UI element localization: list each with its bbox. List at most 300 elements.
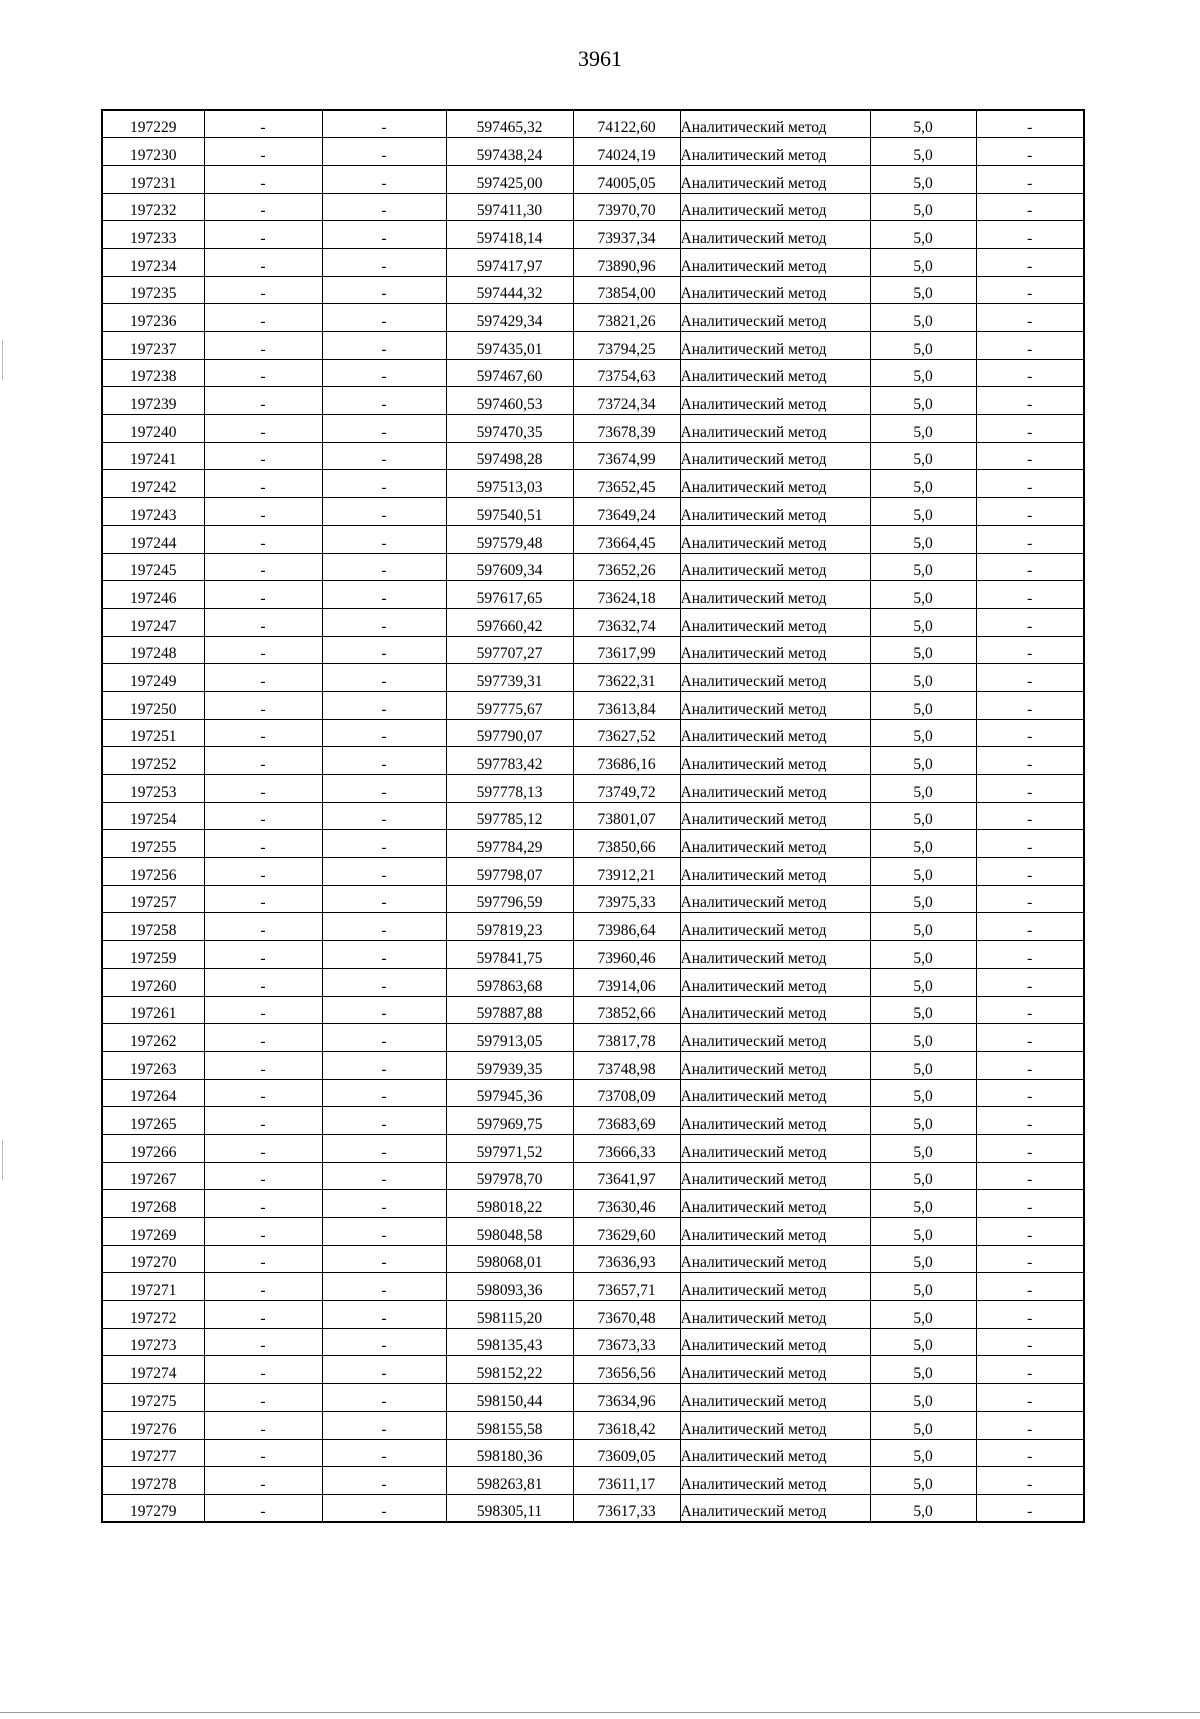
table-row [102,747,1084,775]
method-cell: Аналитический метод [680,691,870,719]
table-row [102,1301,1084,1329]
empty-cell: - [204,581,322,609]
empty-cell: - [204,941,322,969]
y-coordinate-cell: 73683,69 [573,1107,680,1135]
point-number-cell: 197236 [102,304,204,332]
x-coordinate-cell: 597660,42 [446,608,573,636]
table-row [102,138,1084,166]
table-row [102,470,1084,498]
empty-cell: - [976,996,1084,1024]
table-row [102,1218,1084,1246]
x-coordinate-cell: 597540,51 [446,498,573,526]
accuracy-cell: 5,0 [870,1079,976,1107]
accuracy-cell: 5,0 [870,221,976,249]
accuracy-cell: 5,0 [870,1273,976,1301]
method-cell: Аналитический метод [680,304,870,332]
accuracy-cell: 5,0 [870,581,976,609]
empty-cell: - [976,802,1084,830]
x-coordinate-cell: 597819,23 [446,913,573,941]
empty-cell: - [976,1245,1084,1273]
x-coordinate-cell: 597978,70 [446,1162,573,1190]
point-number-cell: 197256 [102,858,204,886]
point-number-cell: 197229 [102,110,204,138]
method-cell: Аналитический метод [680,1356,870,1384]
method-cell: Аналитический метод [680,996,870,1024]
y-coordinate-cell: 73708,09 [573,1079,680,1107]
empty-cell: - [976,664,1084,692]
method-cell: Аналитический метод [680,276,870,304]
y-coordinate-cell: 73852,66 [573,996,680,1024]
table-row [102,387,1084,415]
method-cell: Аналитический метод [680,968,870,996]
empty-cell: - [204,276,322,304]
y-coordinate-cell: 73664,45 [573,525,680,553]
empty-cell: - [204,1494,322,1522]
accuracy-cell: 5,0 [870,498,976,526]
point-number-cell: 197234 [102,248,204,276]
empty-cell: - [976,553,1084,581]
table-row [102,1245,1084,1273]
method-cell: Аналитический метод [680,1107,870,1135]
x-coordinate-cell: 597971,52 [446,1134,573,1162]
y-coordinate-cell: 73960,46 [573,941,680,969]
empty-cell: - [204,858,322,886]
empty-cell: - [322,110,446,138]
empty-cell: - [322,1162,446,1190]
y-coordinate-cell: 73975,33 [573,885,680,913]
method-cell: Аналитический метод [680,1162,870,1190]
y-coordinate-cell: 73611,17 [573,1467,680,1495]
empty-cell: - [976,1024,1084,1052]
accuracy-cell: 5,0 [870,248,976,276]
empty-cell: - [204,691,322,719]
point-number-cell: 197273 [102,1328,204,1356]
empty-cell: - [976,608,1084,636]
x-coordinate-cell: 597784,29 [446,830,573,858]
empty-cell: - [204,664,322,692]
method-cell: Аналитический метод [680,1273,870,1301]
accuracy-cell: 5,0 [870,415,976,443]
table-row [102,415,1084,443]
accuracy-cell: 5,0 [870,1051,976,1079]
empty-cell: - [976,165,1084,193]
table-row [102,276,1084,304]
empty-cell: - [976,332,1084,360]
x-coordinate-cell: 597775,67 [446,691,573,719]
y-coordinate-cell: 73666,33 [573,1134,680,1162]
accuracy-cell: 5,0 [870,276,976,304]
empty-cell: - [322,1273,446,1301]
empty-cell: - [322,1301,446,1329]
x-coordinate-cell: 597939,35 [446,1051,573,1079]
empty-cell: - [322,1356,446,1384]
table-row [102,1190,1084,1218]
empty-cell: - [976,691,1084,719]
point-number-cell: 197266 [102,1134,204,1162]
table-row [102,332,1084,360]
point-number-cell: 197246 [102,581,204,609]
method-cell: Аналитический метод [680,553,870,581]
scan-margin-mark [2,340,3,380]
empty-cell: - [204,775,322,803]
accuracy-cell: 5,0 [870,691,976,719]
y-coordinate-cell: 73794,25 [573,332,680,360]
table-row [102,1162,1084,1190]
table-row [102,691,1084,719]
x-coordinate-cell: 597790,07 [446,719,573,747]
method-cell: Аналитический метод [680,636,870,664]
x-coordinate-cell: 597513,03 [446,470,573,498]
x-coordinate-cell: 597783,42 [446,747,573,775]
empty-cell: - [976,193,1084,221]
accuracy-cell: 5,0 [870,359,976,387]
method-cell: Аналитический метод [680,830,870,858]
table-row [102,553,1084,581]
empty-cell: - [204,830,322,858]
table-row [102,165,1084,193]
method-cell: Аналитический метод [680,1218,870,1246]
table-row [102,1328,1084,1356]
empty-cell: - [322,193,446,221]
empty-cell: - [204,304,322,332]
y-coordinate-cell: 73821,26 [573,304,680,332]
point-number-cell: 197237 [102,332,204,360]
x-coordinate-cell: 597796,59 [446,885,573,913]
empty-cell: - [976,498,1084,526]
table-row [102,221,1084,249]
method-cell: Аналитический метод [680,442,870,470]
empty-cell: - [204,1218,322,1246]
table-row [102,802,1084,830]
empty-cell: - [204,1190,322,1218]
empty-cell: - [976,747,1084,775]
y-coordinate-cell: 74005,05 [573,165,680,193]
empty-cell: - [976,1467,1084,1495]
method-cell: Аналитический метод [680,747,870,775]
y-coordinate-cell: 73970,70 [573,193,680,221]
x-coordinate-cell: 598150,44 [446,1384,573,1412]
y-coordinate-cell: 73636,93 [573,1245,680,1273]
empty-cell: - [204,165,322,193]
empty-cell: - [976,138,1084,166]
empty-cell: - [976,1328,1084,1356]
method-cell: Аналитический метод [680,885,870,913]
accuracy-cell: 5,0 [870,1162,976,1190]
empty-cell: - [204,1467,322,1495]
table-row [102,442,1084,470]
empty-cell: - [322,1218,446,1246]
empty-cell: - [322,719,446,747]
x-coordinate-cell: 597609,34 [446,553,573,581]
empty-cell: - [204,802,322,830]
x-coordinate-cell: 597969,75 [446,1107,573,1135]
point-number-cell: 197241 [102,442,204,470]
table-row [102,248,1084,276]
accuracy-cell: 5,0 [870,719,976,747]
empty-cell: - [204,221,322,249]
empty-cell: - [322,802,446,830]
accuracy-cell: 5,0 [870,858,976,886]
empty-cell: - [204,498,322,526]
accuracy-cell: 5,0 [870,608,976,636]
x-coordinate-cell: 597465,32 [446,110,573,138]
accuracy-cell: 5,0 [870,110,976,138]
method-cell: Аналитический метод [680,387,870,415]
y-coordinate-cell: 73854,00 [573,276,680,304]
accuracy-cell: 5,0 [870,1411,976,1439]
empty-cell: - [204,996,322,1024]
empty-cell: - [976,1107,1084,1135]
table-row [102,498,1084,526]
point-number-cell: 197230 [102,138,204,166]
empty-cell: - [976,719,1084,747]
method-cell: Аналитический метод [680,248,870,276]
y-coordinate-cell: 73641,97 [573,1162,680,1190]
y-coordinate-cell: 73912,21 [573,858,680,886]
point-number-cell: 197248 [102,636,204,664]
method-cell: Аналитический метод [680,1467,870,1495]
x-coordinate-cell: 597913,05 [446,1024,573,1052]
empty-cell: - [976,941,1084,969]
empty-cell: - [976,221,1084,249]
empty-cell: - [976,581,1084,609]
point-number-cell: 197278 [102,1467,204,1495]
x-coordinate-cell: 597425,00 [446,165,573,193]
method-cell: Аналитический метод [680,719,870,747]
empty-cell: - [976,387,1084,415]
method-cell: Аналитический метод [680,802,870,830]
empty-cell: - [322,415,446,443]
empty-cell: - [976,913,1084,941]
empty-cell: - [204,1301,322,1329]
empty-cell: - [204,359,322,387]
point-number-cell: 197253 [102,775,204,803]
point-number-cell: 197238 [102,359,204,387]
x-coordinate-cell: 597945,36 [446,1079,573,1107]
point-number-cell: 197243 [102,498,204,526]
empty-cell: - [322,553,446,581]
accuracy-cell: 5,0 [870,553,976,581]
empty-cell: - [322,1051,446,1079]
empty-cell: - [322,608,446,636]
table-row [102,913,1084,941]
empty-cell: - [976,1273,1084,1301]
empty-cell: - [322,691,446,719]
empty-cell: - [322,747,446,775]
y-coordinate-cell: 73627,52 [573,719,680,747]
method-cell: Аналитический метод [680,775,870,803]
empty-cell: - [322,1467,446,1495]
x-coordinate-cell: 597438,24 [446,138,573,166]
x-coordinate-cell: 597707,27 [446,636,573,664]
table-row [102,1107,1084,1135]
empty-cell: - [322,359,446,387]
y-coordinate-cell: 73748,98 [573,1051,680,1079]
method-cell: Аналитический метод [680,415,870,443]
accuracy-cell: 5,0 [870,885,976,913]
point-number-cell: 197231 [102,165,204,193]
accuracy-cell: 5,0 [870,1301,976,1329]
x-coordinate-cell: 598305,11 [446,1494,573,1522]
empty-cell: - [204,248,322,276]
point-number-cell: 197258 [102,913,204,941]
point-number-cell: 197251 [102,719,204,747]
empty-cell: - [976,110,1084,138]
method-cell: Аналитический метод [680,1301,870,1329]
point-number-cell: 197267 [102,1162,204,1190]
empty-cell: - [204,1024,322,1052]
empty-cell: - [204,1384,322,1412]
table-row [102,1411,1084,1439]
method-cell: Аналитический метод [680,332,870,360]
accuracy-cell: 5,0 [870,332,976,360]
empty-cell: - [322,996,446,1024]
point-number-cell: 197275 [102,1384,204,1412]
empty-cell: - [204,1134,322,1162]
y-coordinate-cell: 73986,64 [573,913,680,941]
method-cell: Аналитический метод [680,1134,870,1162]
accuracy-cell: 5,0 [870,304,976,332]
point-number-cell: 197232 [102,193,204,221]
y-coordinate-cell: 73754,63 [573,359,680,387]
empty-cell: - [322,1024,446,1052]
x-coordinate-cell: 598048,58 [446,1218,573,1246]
empty-cell: - [204,968,322,996]
table-row [102,1494,1084,1522]
x-coordinate-cell: 598152,22 [446,1356,573,1384]
y-coordinate-cell: 73850,66 [573,830,680,858]
method-cell: Аналитический метод [680,138,870,166]
x-coordinate-cell: 597778,13 [446,775,573,803]
y-coordinate-cell: 73652,45 [573,470,680,498]
empty-cell: - [204,1328,322,1356]
empty-cell: - [204,1162,322,1190]
accuracy-cell: 5,0 [870,1328,976,1356]
y-coordinate-cell: 73674,99 [573,442,680,470]
point-number-cell: 197262 [102,1024,204,1052]
method-cell: Аналитический метод [680,913,870,941]
x-coordinate-cell: 597863,68 [446,968,573,996]
empty-cell: - [322,1494,446,1522]
table-row [102,775,1084,803]
table-row [102,525,1084,553]
point-number-cell: 197274 [102,1356,204,1384]
point-number-cell: 197252 [102,747,204,775]
point-number-cell: 197250 [102,691,204,719]
table-row [102,858,1084,886]
y-coordinate-cell: 73649,24 [573,498,680,526]
x-coordinate-cell: 598135,43 [446,1328,573,1356]
method-cell: Аналитический метод [680,359,870,387]
point-number-cell: 197255 [102,830,204,858]
point-number-cell: 197272 [102,1301,204,1329]
y-coordinate-cell: 73673,33 [573,1328,680,1356]
x-coordinate-cell: 598263,81 [446,1467,573,1495]
method-cell: Аналитический метод [680,1328,870,1356]
method-cell: Аналитический метод [680,608,870,636]
empty-cell: - [204,1245,322,1273]
point-number-cell: 197265 [102,1107,204,1135]
x-coordinate-cell: 597470,35 [446,415,573,443]
empty-cell: - [322,913,446,941]
method-cell: Аналитический метод [680,1190,870,1218]
point-number-cell: 197233 [102,221,204,249]
point-number-cell: 197259 [102,941,204,969]
empty-cell: - [322,581,446,609]
table-body [102,110,1084,1522]
point-number-cell: 197239 [102,387,204,415]
method-cell: Аналитический метод [680,1024,870,1052]
empty-cell: - [322,1411,446,1439]
y-coordinate-cell: 73629,60 [573,1218,680,1246]
empty-cell: - [322,332,446,360]
accuracy-cell: 5,0 [870,775,976,803]
y-coordinate-cell: 73670,48 [573,1301,680,1329]
empty-cell: - [204,608,322,636]
x-coordinate-cell: 598018,22 [446,1190,573,1218]
method-cell: Аналитический метод [680,941,870,969]
empty-cell: - [976,858,1084,886]
x-coordinate-cell: 597417,97 [446,248,573,276]
empty-cell: - [204,332,322,360]
point-number-cell: 197247 [102,608,204,636]
accuracy-cell: 5,0 [870,1384,976,1412]
table-row [102,1384,1084,1412]
empty-cell: - [976,1218,1084,1246]
empty-cell: - [204,470,322,498]
empty-cell: - [976,442,1084,470]
point-number-cell: 197244 [102,525,204,553]
point-number-cell: 197271 [102,1273,204,1301]
empty-cell: - [322,221,446,249]
method-cell: Аналитический метод [680,1384,870,1412]
empty-cell: - [204,553,322,581]
table-row [102,996,1084,1024]
empty-cell: - [204,1411,322,1439]
table-row [102,1273,1084,1301]
empty-cell: - [322,442,446,470]
method-cell: Аналитический метод [680,193,870,221]
point-number-cell: 197235 [102,276,204,304]
empty-cell: - [976,636,1084,664]
empty-cell: - [204,1273,322,1301]
y-coordinate-cell: 73678,39 [573,415,680,443]
empty-cell: - [322,1439,446,1467]
table-row [102,636,1084,664]
accuracy-cell: 5,0 [870,470,976,498]
empty-cell: - [204,415,322,443]
empty-cell: - [204,387,322,415]
accuracy-cell: 5,0 [870,941,976,969]
y-coordinate-cell: 73632,74 [573,608,680,636]
point-number-cell: 197277 [102,1439,204,1467]
method-cell: Аналитический метод [680,470,870,498]
accuracy-cell: 5,0 [870,1024,976,1052]
point-number-cell: 197257 [102,885,204,913]
table-row [102,1079,1084,1107]
point-number-cell: 197270 [102,1245,204,1273]
y-coordinate-cell: 73624,18 [573,581,680,609]
table-row [102,110,1084,138]
empty-cell: - [204,1107,322,1135]
accuracy-cell: 5,0 [870,165,976,193]
empty-cell: - [976,525,1084,553]
empty-cell: - [322,830,446,858]
x-coordinate-cell: 597467,60 [446,359,573,387]
empty-cell: - [322,165,446,193]
method-cell: Аналитический метод [680,110,870,138]
empty-cell: - [204,525,322,553]
